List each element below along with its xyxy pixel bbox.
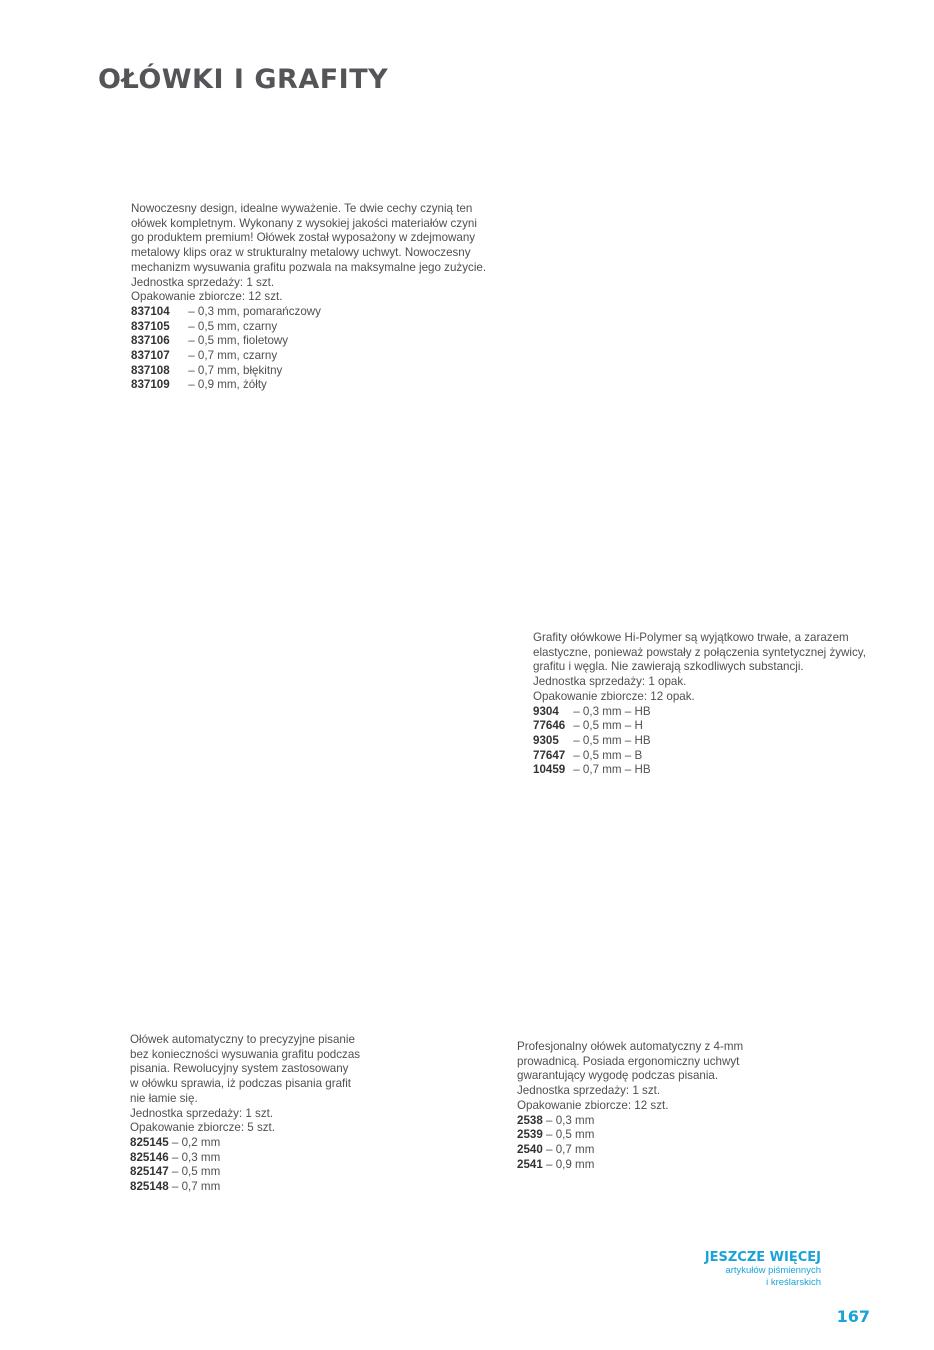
variant-desc: – 0,5 mm [171, 1165, 221, 1179]
page-title: OŁÓWKI I GRAFITY [98, 64, 389, 95]
description-line: go produktem premium! Ołówek został wyposażony w zdejmowany [131, 231, 476, 245]
description-line: prowadnicą. Posiada ergonomiczny uchwyt [517, 1054, 740, 1068]
product-block-professional-pencil [517, 1040, 777, 1172]
description-line: Nowoczesny design, idealne wyważenie. Te dwie cechy czynią ten [131, 202, 473, 215]
description-line: pisania. Rewolucyjny system zastosowany [130, 1062, 349, 1076]
product-code: 77647 [533, 748, 566, 762]
list-item [131, 378, 491, 393]
description-line: Profesjonalny ołówek automatyczny z 4-mm [517, 1040, 744, 1053]
description-line: ołówek kompletnym. Wykonany z wysokiej jakości materiałów czyni [131, 216, 477, 230]
sales-unit: Jednostka sprzedaży: 1 opak. [533, 675, 687, 689]
product-code: 825145 [130, 1135, 169, 1149]
list-item [517, 1114, 777, 1129]
list-item [517, 1158, 777, 1173]
product-block-mechanical-pencil-premium [131, 202, 491, 393]
product-description [533, 631, 873, 675]
description-line: grafitu i węgla. Nie zawierają szkodliwych substancji. [533, 660, 804, 674]
list-item [533, 749, 873, 764]
product-code: 825146 [130, 1150, 169, 1164]
product-code: 2540 [517, 1142, 543, 1156]
variant-desc: – 0,3 mm [546, 1113, 595, 1127]
list-item [131, 349, 491, 364]
more-products-callout [705, 1250, 821, 1289]
sales-unit: Jednostka sprzedaży: 1 szt. [130, 1106, 274, 1120]
description-line: nie łamie się. [130, 1091, 198, 1105]
variant-desc: – 0,7 mm – HB [573, 763, 651, 777]
list-item [131, 320, 491, 335]
list-item [131, 305, 491, 320]
list-item [533, 705, 873, 720]
list-item [533, 763, 873, 778]
description-line: Grafity ołówkowe Hi-Polymer są wyjątkowo trwałe, a zarazem [533, 631, 849, 644]
list-item [130, 1180, 370, 1195]
product-code: 837104 [131, 304, 170, 318]
list-item [533, 734, 873, 749]
product-block-graphite-leads [533, 631, 873, 778]
variant-desc: – 0,5 mm – H [573, 719, 643, 733]
variant-desc: – 0,5 mm [546, 1128, 595, 1142]
list-item [130, 1151, 370, 1166]
product-code: 2538 [517, 1113, 543, 1127]
variant-desc: – 0,7 mm, czarny [188, 349, 278, 363]
description-line: bez konieczności wysuwania grafitu podczas [130, 1047, 361, 1061]
list-item [131, 334, 491, 349]
variant-desc: – 0,3 mm [171, 1150, 221, 1164]
variant-desc: – 0,7 mm [171, 1180, 221, 1194]
product-code: 837107 [131, 349, 170, 363]
product-code: 2539 [517, 1128, 543, 1142]
variant-desc: – 0,5 mm – HB [573, 733, 651, 747]
variant-desc: – 0,5 mm – B [573, 748, 643, 762]
product-code: 2541 [517, 1157, 543, 1171]
variant-desc: – 0,3 mm, pomarańczowy [188, 304, 321, 318]
description-line: gwarantujący wygodę podczas pisania. [517, 1069, 719, 1083]
product-description [131, 202, 491, 276]
description-line: elastyczne, ponieważ powstały z połączenia syntetycznej żywicy, [533, 645, 866, 659]
list-item [130, 1136, 370, 1151]
more-subtitle-line: artykułów piśmiennych [725, 1265, 821, 1276]
sales-unit: Jednostka sprzedaży: 1 szt. [131, 275, 275, 289]
sales-unit: Jednostka sprzedaży: 1 szt. [517, 1084, 661, 1098]
product-code: 837108 [131, 363, 170, 377]
variant-desc: – 0,5 mm, czarny [188, 319, 278, 333]
variant-desc: – 0,2 mm [171, 1135, 221, 1149]
more-title: JESZCZE WIĘCEJ [704, 1250, 821, 1265]
product-code: 837105 [131, 319, 170, 333]
description-line: metalowy klips oraz w strukturalny metalowy uchwyt. Nowoczesny [131, 246, 471, 260]
description-line: mechanizm wysuwania grafitu pozwala na maksymalne jego zużycie. [131, 260, 487, 274]
variant-desc: – 0,5 mm, fioletowy [188, 334, 289, 348]
bulk-pack: Opakowanie zbiorcze: 12 szt. [131, 290, 283, 304]
product-description [130, 1033, 370, 1107]
variant-desc: – 0,9 mm, żółty [188, 378, 267, 392]
bulk-pack: Opakowanie zbiorcze: 12 opak. [533, 689, 695, 703]
variant-desc: – 0,7 mm [546, 1142, 595, 1156]
list-item [131, 364, 491, 379]
variant-desc: – 0,7 mm, błękitny [188, 363, 283, 377]
bulk-pack: Opakowanie zbiorcze: 5 szt. [130, 1121, 275, 1135]
product-code: 825148 [130, 1180, 169, 1194]
product-block-auto-pencil [130, 1033, 370, 1195]
product-code: 825147 [130, 1165, 169, 1179]
page-number: 167 [836, 1307, 870, 1326]
product-code: 837106 [131, 334, 170, 348]
product-code: 9304 [533, 704, 559, 718]
product-description [517, 1040, 777, 1084]
bulk-pack: Opakowanie zbiorcze: 12 szt. [517, 1098, 669, 1112]
list-item [517, 1143, 777, 1158]
product-code: 10459 [533, 763, 566, 777]
product-code: 9305 [533, 733, 559, 747]
variant-desc: – 0,9 mm [546, 1157, 595, 1171]
more-subtitle-line: i kreślarskich [766, 1277, 821, 1288]
product-code: 77646 [533, 719, 566, 733]
variant-desc: – 0,3 mm – HB [573, 704, 651, 718]
product-code: 837109 [131, 378, 170, 392]
list-item [517, 1128, 777, 1143]
list-item [130, 1165, 370, 1180]
list-item [533, 719, 873, 734]
description-line: w ołówku sprawia, iż podczas pisania grafit [130, 1077, 352, 1091]
description-line: Ołówek automatyczny to precyzyjne pisanie [130, 1033, 355, 1046]
